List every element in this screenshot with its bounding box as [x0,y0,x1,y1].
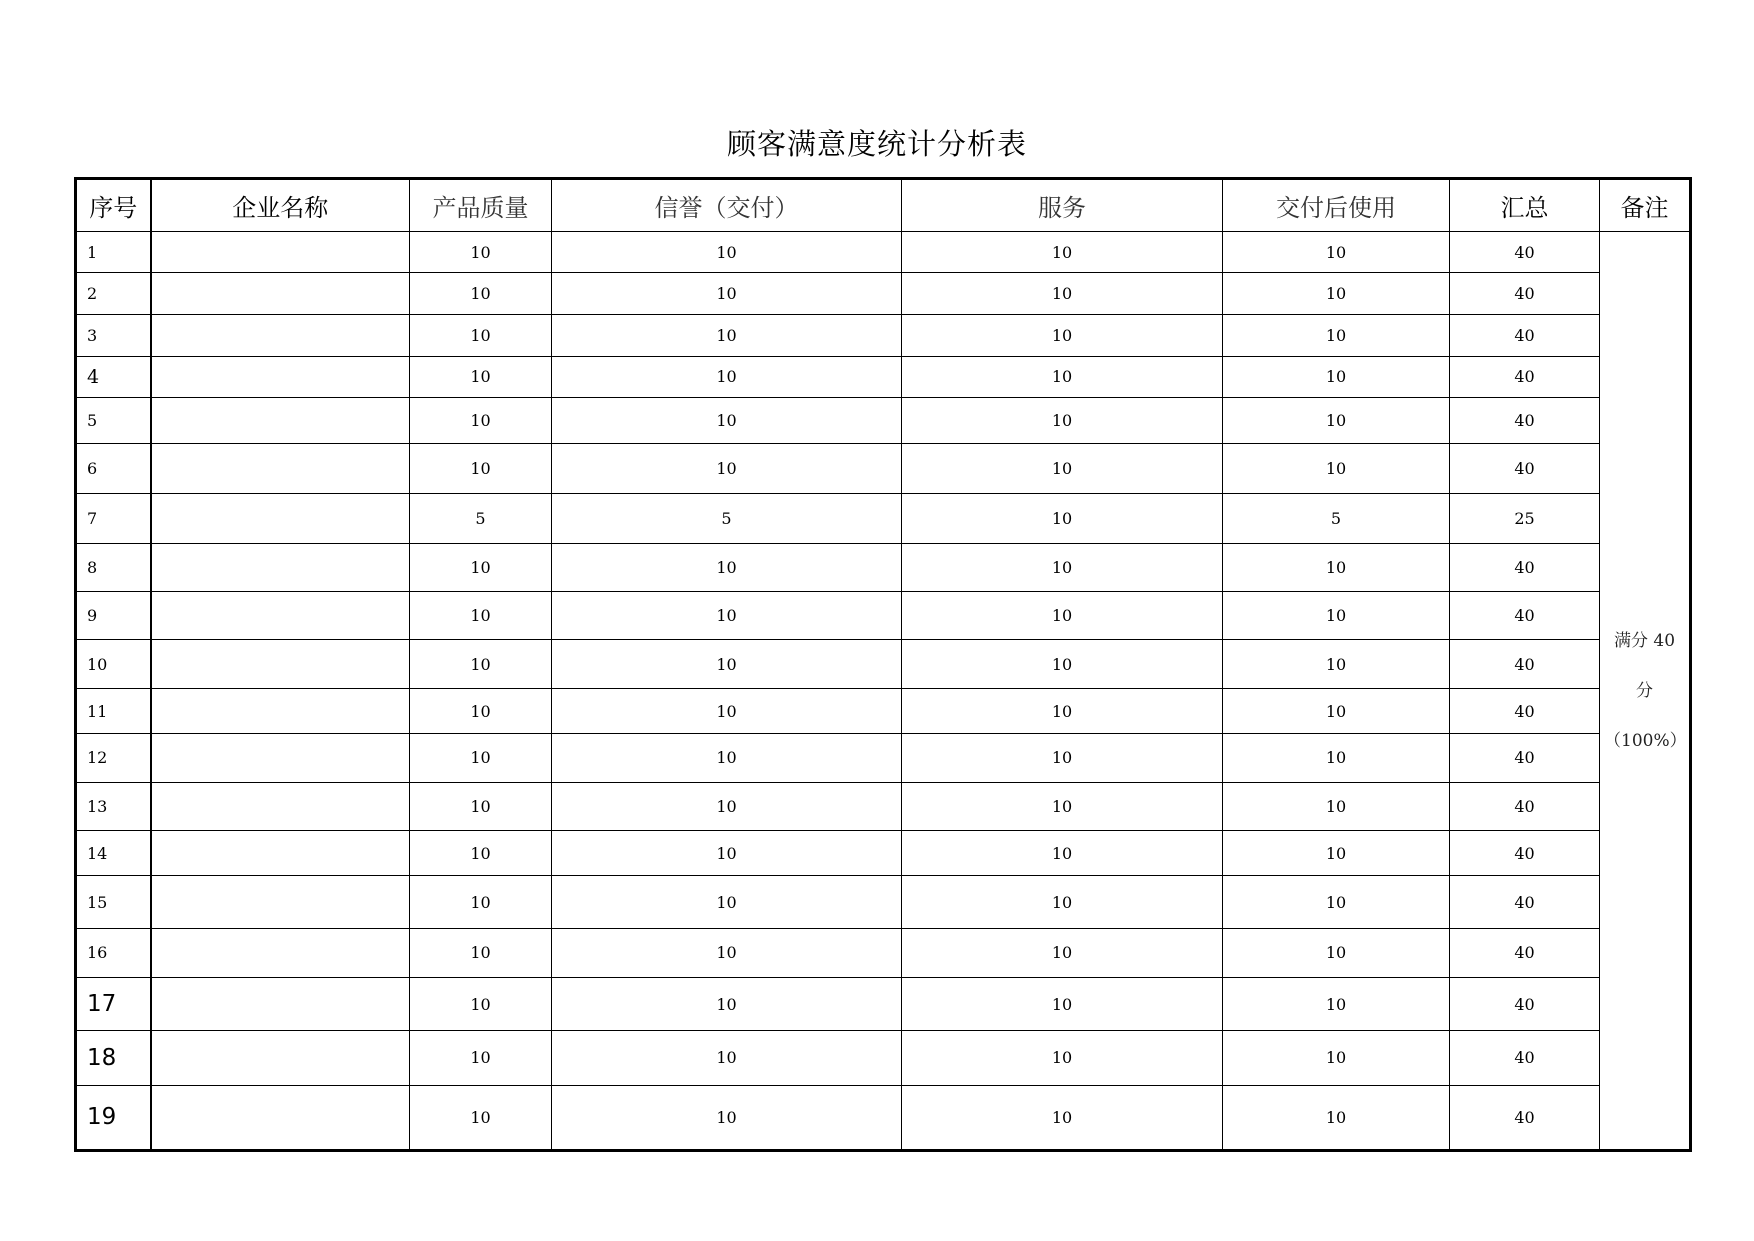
cell-quality: 10 [410,543,552,591]
cell-credit: 10 [552,1031,902,1085]
cell-company [151,494,410,543]
cell-credit: 10 [552,273,902,315]
cell-index: 17 [76,977,151,1030]
table-row [76,444,1691,494]
cell-credit: 10 [552,876,902,928]
table-row [76,928,1691,977]
cell-total: 40 [1450,831,1600,876]
cell-service: 10 [902,232,1223,273]
header-company: 企业名称 [151,179,410,232]
cell-credit: 10 [552,356,902,397]
cell-service: 10 [902,1031,1223,1085]
remark-line3: （100%） [1604,730,1687,751]
cell-service: 10 [902,397,1223,443]
header-index: 序号 [76,179,151,232]
cell-total: 40 [1450,543,1600,591]
cell-total: 40 [1450,397,1600,443]
cell-service: 10 [902,1085,1223,1150]
cell-company [151,876,410,928]
cell-quality: 10 [410,977,552,1030]
cell-company [151,273,410,315]
cell-company [151,591,410,639]
cell-index: 18 [76,1031,151,1085]
cell-usage: 10 [1223,315,1450,356]
cell-company [151,782,410,830]
cell-usage: 10 [1223,232,1450,273]
cell-index: 13 [76,782,151,830]
cell-usage: 10 [1223,640,1450,689]
cell-index: 11 [76,689,151,733]
remark-line1: 满分 40 [1613,630,1676,651]
header-row [76,179,1691,232]
cell-company [151,232,410,273]
cell-index: 3 [76,315,151,356]
cell-credit: 10 [552,782,902,830]
cell-index: 15 [76,876,151,928]
cell-credit: 10 [552,591,902,639]
cell-total: 40 [1450,356,1600,397]
cell-quality: 10 [410,273,552,315]
cell-service: 10 [902,315,1223,356]
cell-quality: 10 [410,232,552,273]
cell-quality: 10 [410,591,552,639]
cell-total: 40 [1450,689,1600,733]
cell-company [151,1085,410,1150]
cell-total: 40 [1450,928,1600,977]
cell-index: 16 [76,928,151,977]
cell-service: 10 [902,782,1223,830]
cell-usage: 10 [1223,831,1450,876]
table-row [76,356,1691,397]
cell-service: 10 [902,543,1223,591]
page-title: 顾客满意度统计分析表 [726,127,1027,161]
cell-total: 40 [1450,640,1600,689]
cell-company [151,1031,410,1085]
cell-total: 40 [1450,232,1600,273]
cell-company [151,444,410,494]
cell-total: 40 [1450,1085,1600,1150]
cell-quality: 10 [410,689,552,733]
cell-quality: 10 [410,831,552,876]
cell-usage: 10 [1223,782,1450,830]
cell-index: 1 [76,232,151,273]
table-row [76,543,1691,591]
cell-total: 40 [1450,444,1600,494]
cell-service: 10 [902,928,1223,977]
table-row [76,591,1691,639]
cell-credit: 10 [552,977,902,1030]
cell-company [151,733,410,782]
header-total: 汇总 [1450,179,1600,232]
cell-service: 10 [902,689,1223,733]
header-usage: 交付后使用 [1223,179,1450,232]
header-remark: 备注 [1600,179,1691,232]
cell-service: 10 [902,356,1223,397]
cell-credit: 10 [552,543,902,591]
header-credit: 信誉（交付） [552,179,902,232]
table-row [76,232,1691,273]
cell-usage: 10 [1223,977,1450,1030]
table-row [76,1031,1691,1085]
satisfaction-table [74,177,1692,1152]
table-row [76,782,1691,830]
cell-total: 40 [1450,977,1600,1030]
cell-credit: 10 [552,640,902,689]
cell-usage: 10 [1223,689,1450,733]
cell-index: 7 [76,494,151,543]
cell-usage: 10 [1223,543,1450,591]
cell-credit: 5 [552,494,902,543]
table-row [76,397,1691,443]
cell-quality: 10 [410,876,552,928]
cell-total: 40 [1450,591,1600,639]
cell-company [151,928,410,977]
table-row [76,494,1691,543]
cell-company [151,315,410,356]
cell-company [151,689,410,733]
cell-service: 10 [902,977,1223,1030]
cell-usage: 10 [1223,397,1450,443]
table-row [76,733,1691,782]
cell-index: 19 [76,1085,151,1150]
cell-service: 10 [902,831,1223,876]
cell-service: 10 [902,444,1223,494]
cell-company [151,831,410,876]
cell-service: 10 [902,273,1223,315]
cell-total: 40 [1450,1031,1600,1085]
cell-credit: 10 [552,397,902,443]
cell-index: 8 [76,543,151,591]
cell-quality: 10 [410,928,552,977]
cell-usage: 10 [1223,733,1450,782]
table-row [76,1085,1691,1150]
cell-total: 40 [1450,782,1600,830]
header-quality: 产品质量 [410,179,552,232]
header-service: 服务 [902,179,1223,232]
cell-service: 10 [902,591,1223,639]
remark-cell [1600,232,1691,1151]
cell-total: 40 [1450,315,1600,356]
cell-index: 10 [76,640,151,689]
cell-total: 40 [1450,733,1600,782]
cell-credit: 10 [552,928,902,977]
cell-credit: 10 [552,831,902,876]
cell-quality: 10 [410,733,552,782]
cell-usage: 10 [1223,876,1450,928]
cell-index: 2 [76,273,151,315]
cell-company [151,977,410,1030]
table-row [76,876,1691,928]
cell-index: 14 [76,831,151,876]
cell-quality: 10 [410,1085,552,1150]
cell-company [151,356,410,397]
table-row [76,640,1691,689]
cell-quality: 10 [410,356,552,397]
cell-credit: 10 [552,1085,902,1150]
cell-total: 40 [1450,273,1600,315]
cell-quality: 10 [410,444,552,494]
remark-line2: 分 [1636,680,1653,701]
cell-usage: 10 [1223,1031,1450,1085]
cell-total: 25 [1450,494,1600,543]
cell-usage: 10 [1223,273,1450,315]
cell-service: 10 [902,733,1223,782]
cell-quality: 10 [410,397,552,443]
cell-index: 4 [76,356,151,397]
cell-company [151,640,410,689]
table-row [76,977,1691,1030]
cell-credit: 10 [552,733,902,782]
cell-credit: 10 [552,315,902,356]
cell-index: 12 [76,733,151,782]
cell-usage: 10 [1223,928,1450,977]
cell-quality: 10 [410,782,552,830]
cell-quality: 10 [410,640,552,689]
cell-total: 40 [1450,876,1600,928]
cell-credit: 10 [552,232,902,273]
cell-service: 10 [902,876,1223,928]
table-row [76,831,1691,876]
cell-index: 6 [76,444,151,494]
cell-service: 10 [902,494,1223,543]
cell-usage: 10 [1223,444,1450,494]
table-row [76,689,1691,733]
cell-quality: 10 [410,315,552,356]
table-row [76,273,1691,315]
cell-usage: 5 [1223,494,1450,543]
cell-quality: 5 [410,494,552,543]
cell-usage: 10 [1223,356,1450,397]
cell-credit: 10 [552,689,902,733]
cell-company [151,543,410,591]
cell-usage: 10 [1223,1085,1450,1150]
cell-index: 9 [76,591,151,639]
table-row [76,315,1691,356]
cell-credit: 10 [552,444,902,494]
cell-usage: 10 [1223,591,1450,639]
cell-index: 5 [76,397,151,443]
cell-company [151,397,410,443]
cell-quality: 10 [410,1031,552,1085]
cell-service: 10 [902,640,1223,689]
